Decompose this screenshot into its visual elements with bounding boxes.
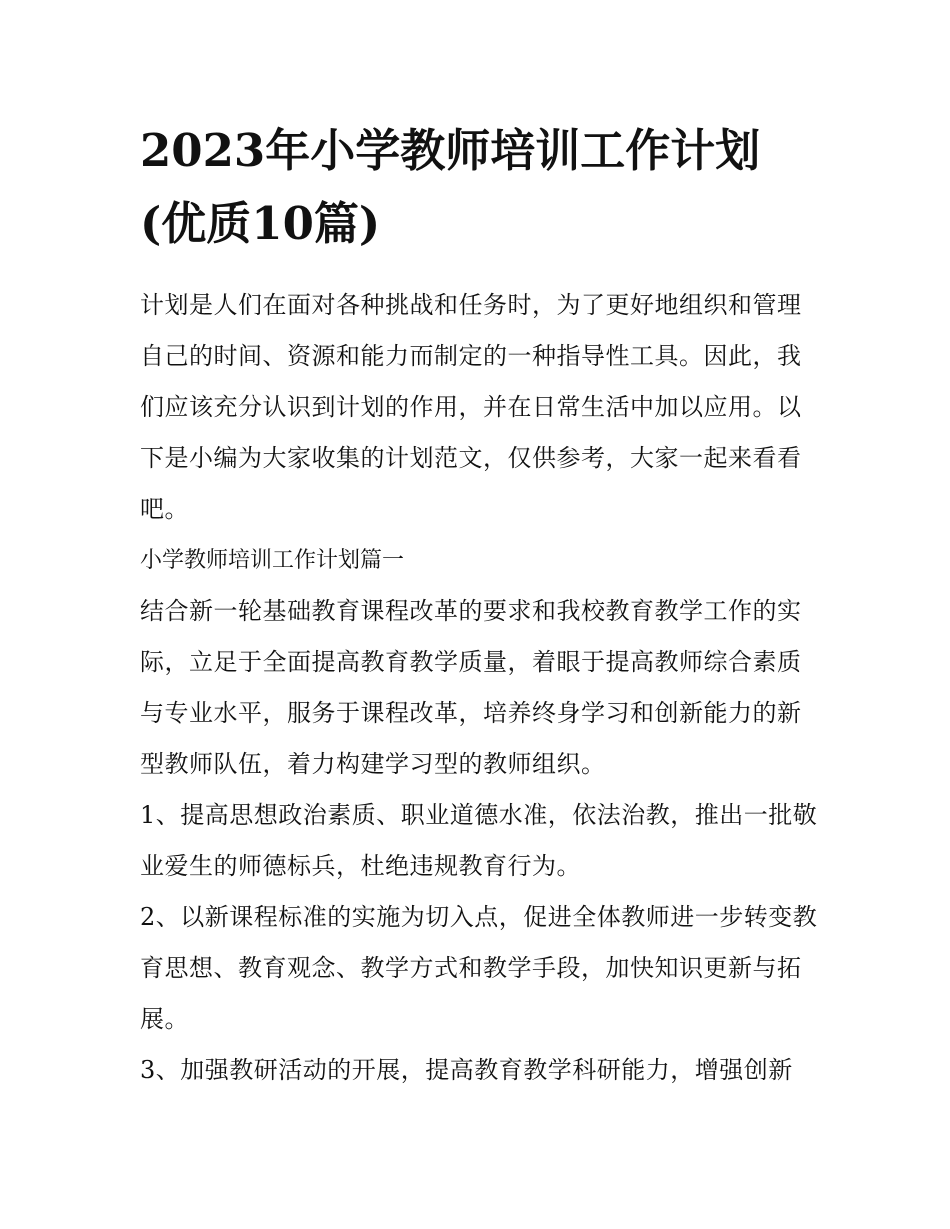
list-item: 2、以新课程标准的实施为切入点，促进全体教师进一步转变教育思想、教育观念、教学方式和教学手段，加快知识更新与拓展。 [140, 903, 818, 1033]
section-heading: 小学教师培训工作计划篇一 [140, 548, 405, 573]
intro-paragraph: 计划是人们在面对各种挑战和任务时，为了更好地组织和管理自己的时间、资源和能力而制定的一种指导性工具。因此，我们应该充分认识到计划的作用，并在日常生活中加以应用。以下是小编为大家收集的计划范文，仅供参考，大家一起来看看吧。 [140, 291, 802, 523]
document-title: 2023年小学教师培训工作计划(优质10篇) [140, 124, 761, 250]
section-intro-paragraph: 结合新一轮基础教育课程改革的要求和我校教育教学工作的实际，立足于全面提高教育教学质量，着眼于提高教师综合素质与专业水平，服务于课程改革，培养终身学习和创新能力的新型教师队伍，着力构建学习型的教师组织。 [140, 597, 802, 778]
list-item: 3、加强教研活动的开展，提高教育教学科研能力，增强创新 [140, 1056, 793, 1084]
document-body [140, 280, 820, 1096]
list-item: 1、提高思想政治素质、职业道德水准，依法治教，推出一批敬业爱生的师德标兵，杜绝违规教育行为。 [140, 801, 818, 880]
